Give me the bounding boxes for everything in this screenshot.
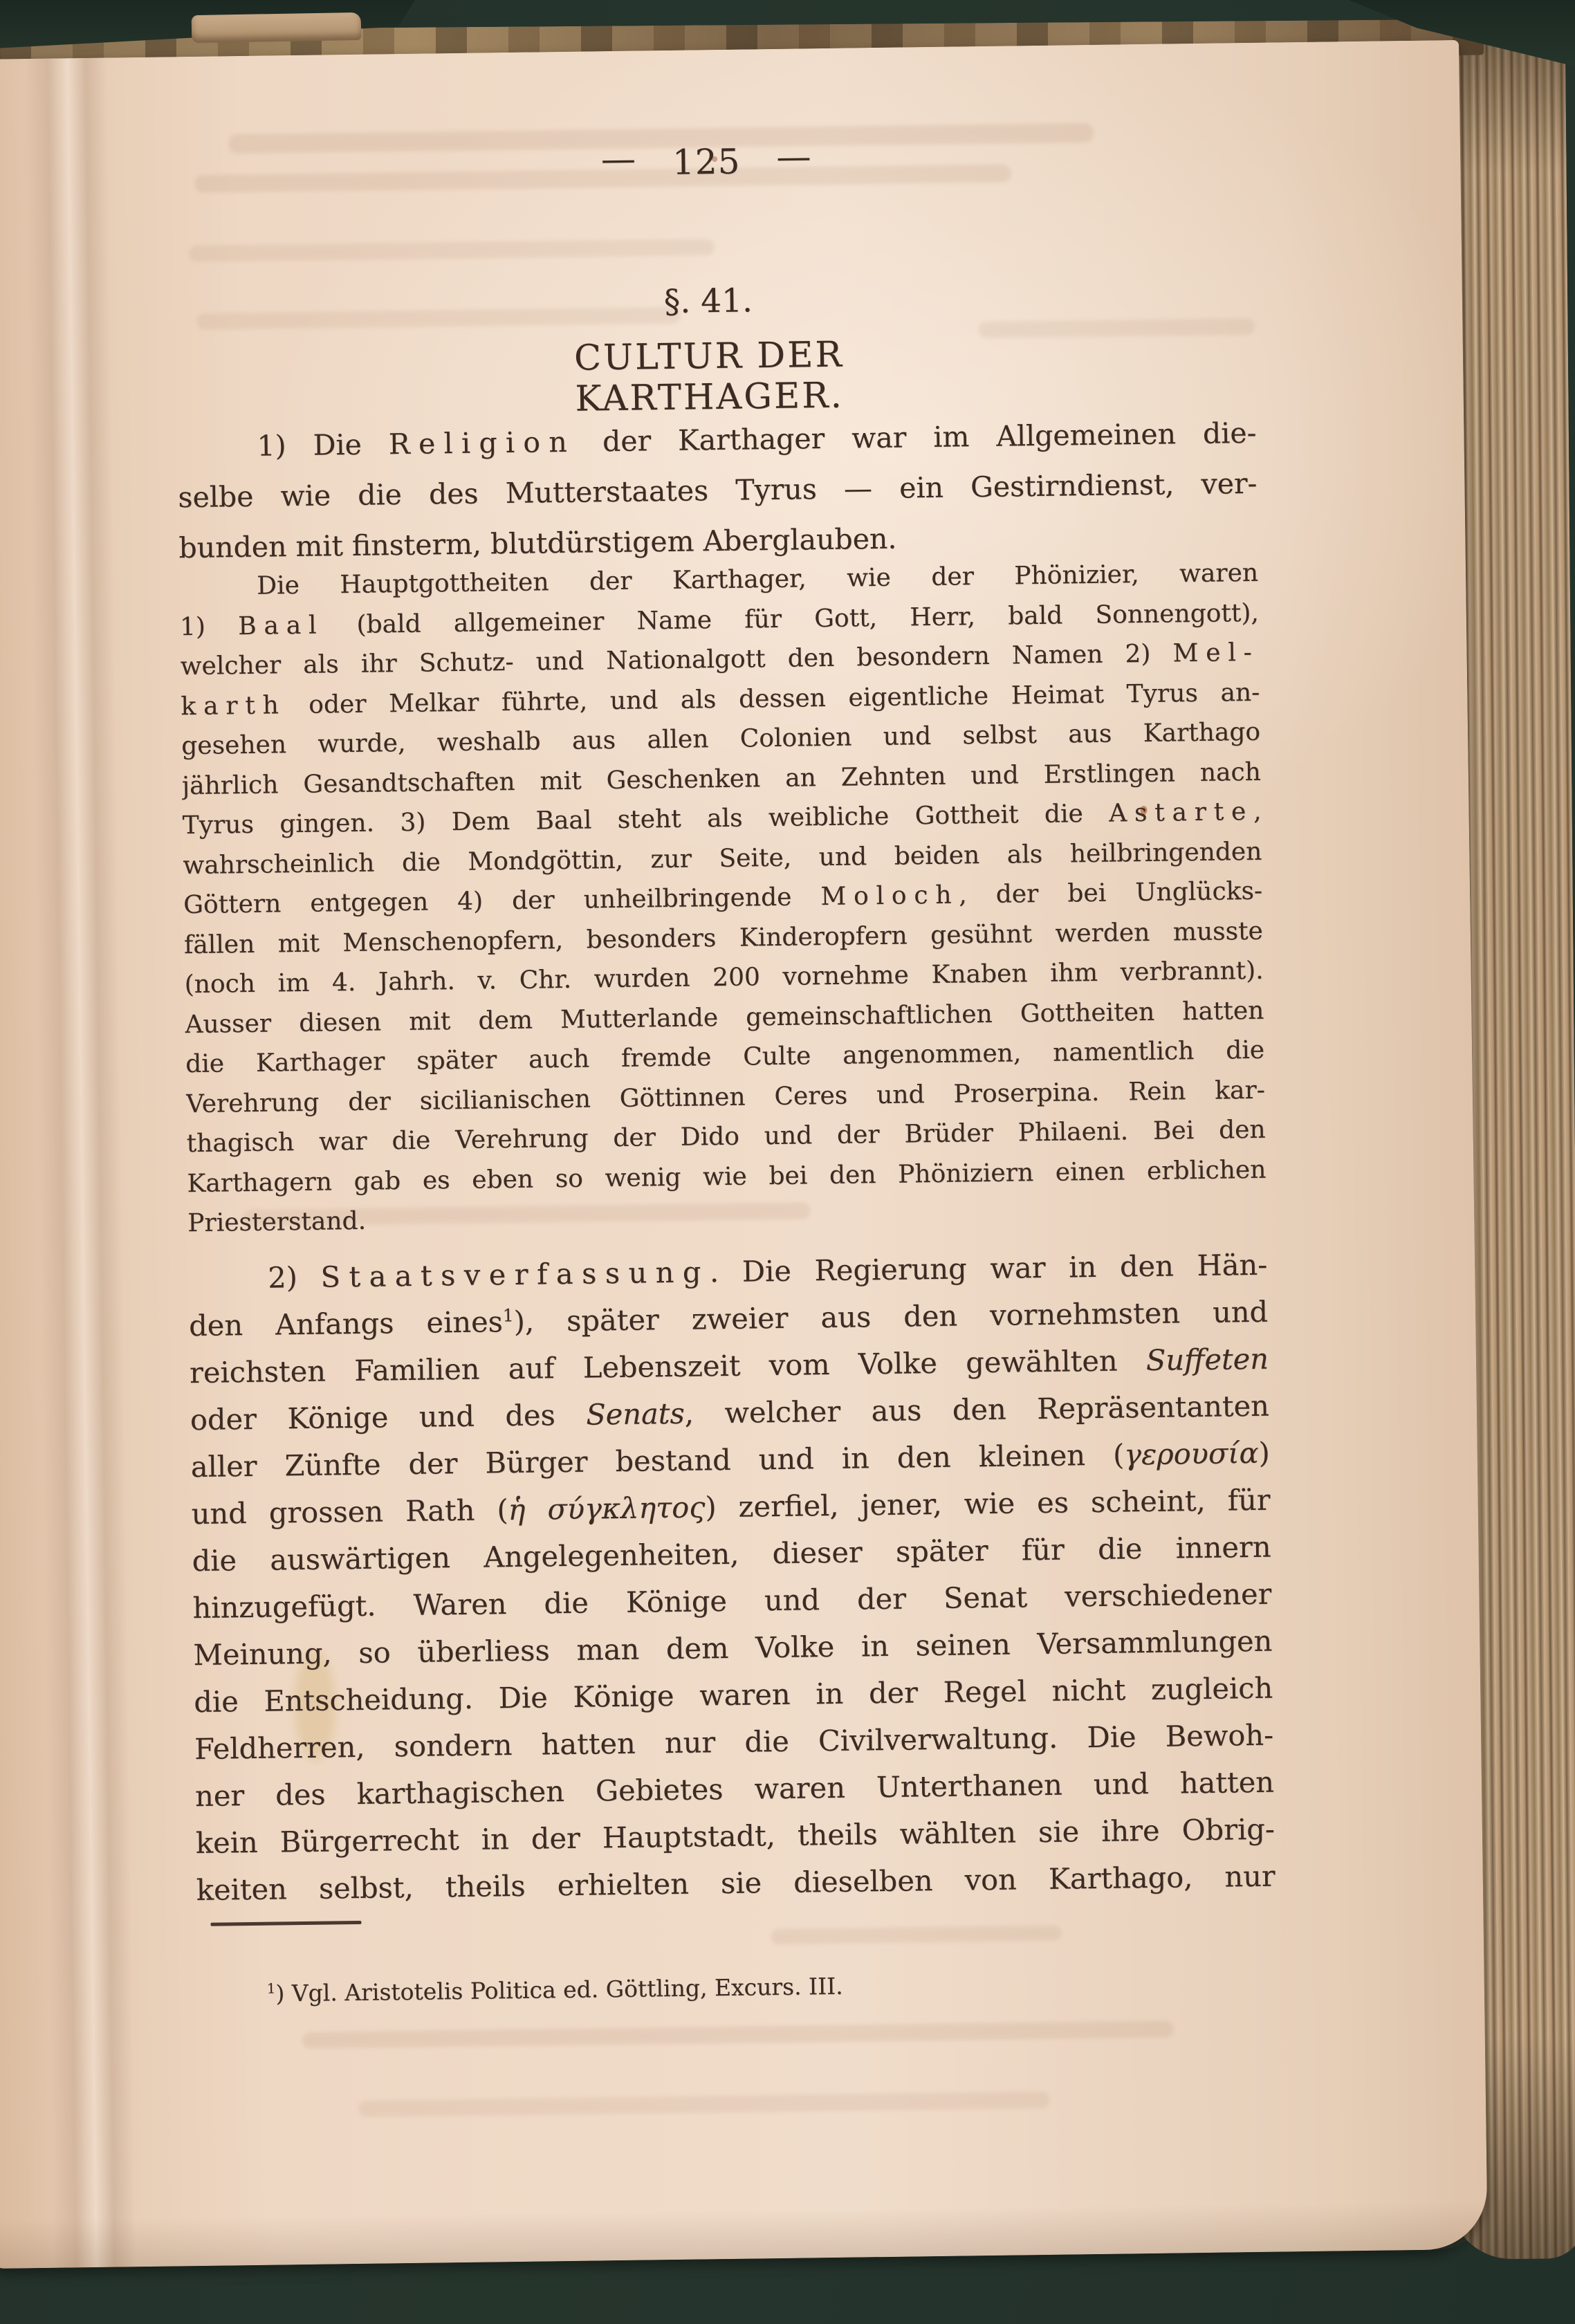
- text-segment: Tyrus gingen. 3) Dem Baal steht als weibliche Gottheit die: [182, 799, 1109, 840]
- text-segment: oder Könige und des: [190, 1397, 587, 1437]
- bleed-smudge: [771, 1926, 1062, 1944]
- text-segment: Astarte: [1108, 797, 1254, 828]
- section-number-heading: §. 41.: [663, 282, 753, 322]
- footnote-rule: [210, 1921, 361, 1926]
- body-paragraph-gods: [179, 553, 1267, 1244]
- chapter-title: CULTUR DER KARTHAGER.: [573, 334, 845, 420]
- text-segment: Karthagern gab es eben so wenig wie bei den Phöniziern einen erblichen: [187, 1155, 1267, 1198]
- text-segment: ἡ σύγκλητος: [508, 1490, 706, 1527]
- text-segment: Senats: [585, 1396, 685, 1432]
- text-segment: ) Vgl. Aristotelis Politica ed. Göttling, Excurs. III.: [275, 1972, 843, 2007]
- text-segment: thagisch war die Verehrung der Dido und der Brüder Philaeni. Bei den: [186, 1115, 1266, 1159]
- footnote-marker: 1: [266, 1980, 276, 1997]
- text-segment: 1) Die: [257, 427, 389, 463]
- text-segment: Feldherren, sondern hatten nur die Civilverwaltung. Die Bewoh-: [194, 1717, 1274, 1767]
- text-segment: Meinung, so überliess man dem Volke in seinen Versammlungen: [193, 1623, 1273, 1672]
- text-segment: gesehen wurde, weshalb aus allen Colonien und selbst aus Karthago: [181, 717, 1261, 761]
- text-segment: Mel-: [1172, 638, 1260, 668]
- footnote-marker: 1: [502, 1305, 514, 1326]
- text-segment: und grossen Rath (: [191, 1493, 508, 1531]
- text-line: [198, 1964, 1277, 2011]
- text-segment: , welcher aus den Repräsentanten: [684, 1388, 1270, 1430]
- text-segment: welcher als ihr Schutz- und Nationalgott den besondern Namen 2): [180, 639, 1173, 681]
- text-segment: die Entscheidung. Die Könige waren in der Regel nicht zugleich: [193, 1670, 1273, 1719]
- text-segment: bunden mit finsterm, blutdürstigem Aberglauben.: [178, 522, 897, 565]
- text-segment: 1): [179, 611, 239, 641]
- text-segment: hinzugefügt. Waren die Könige und der Senat verschiedener: [192, 1576, 1272, 1625]
- text-segment: oder Melkar führte, und als dessen eigentliche Heimat Tyrus an-: [286, 678, 1260, 719]
- bleed-smudge: [358, 2092, 1050, 2117]
- text-segment: ) zerfiel, jener, wie es scheint, für: [705, 1482, 1271, 1524]
- text-segment: ), später zweier aus den vornehmsten und: [513, 1294, 1269, 1338]
- text-segment: Suffeten: [1145, 1341, 1269, 1378]
- text-segment: die auswärtigen Angelegenheiten, dieser später für die innern: [192, 1529, 1271, 1578]
- footnote: [198, 1964, 1277, 2011]
- text-segment: jährlich Gesandtschaften mit Geschenken an Zehnten und Erstlingen nach: [181, 757, 1262, 800]
- text-segment: (noch im 4. Jahrh. v. Chr. wurden 200 vornehme Knaben ihm verbrannt).: [184, 956, 1264, 999]
- text-segment: keiten selbst, theils erhielten sie dieselben von Karthago, nur: [196, 1859, 1276, 1908]
- text-segment: ner des karthagischen Gebietes waren Unterthanen und hatten: [194, 1764, 1275, 1814]
- text-segment: die Karthager später auch fremde Culte angenommen, namentlich die: [185, 1035, 1265, 1079]
- text-segment: Baal: [237, 610, 324, 640]
- text-segment: ): [1258, 1435, 1271, 1470]
- bleed-smudge: [189, 239, 715, 262]
- book-page: [0, 40, 1488, 2269]
- bleed-smudge: [978, 318, 1255, 338]
- text-segment: . Die Regierung war in den Hän-: [709, 1247, 1268, 1289]
- text-segment: karth: [181, 690, 286, 721]
- text-segment: Göttern entgegen 4) der unheilbringende: [183, 883, 821, 920]
- text-segment: aller Zünfte der Bürger bestand und in den kleinen (: [190, 1437, 1125, 1484]
- text-segment: ,: [1253, 797, 1262, 826]
- bleed-smudge: [302, 2021, 1174, 2049]
- text-segment: kein Bürgerrecht in der Hauptstadt, theils wählten sie ihre Obrig-: [195, 1811, 1275, 1861]
- torn-paper-fragment: [192, 12, 362, 43]
- text-segment: den Anfangs eines: [188, 1304, 504, 1343]
- text-segment: Ausser diesen mit dem Mutterlande gemeinschaftlichen Gottheiten hatten: [185, 996, 1264, 1039]
- text-segment: Priesterstand.: [187, 1206, 367, 1238]
- page-number-dash-left: —: [600, 138, 637, 180]
- text-segment: 2): [267, 1260, 321, 1295]
- page-number: 125: [672, 141, 741, 183]
- page-number-dash-right: —: [775, 136, 812, 177]
- text-segment: Staatsverfassung: [320, 1255, 710, 1294]
- text-segment: Die Hauptgottheiten der Karthager, wie der Phönizier, waren: [256, 558, 1259, 600]
- page-crease: [24, 58, 136, 2268]
- text-segment: Verehrung der sicilianischen Göttinnen Ceres und Proserpina. Rein kar-: [185, 1076, 1266, 1118]
- text-segment: selbe wie die des Mutterstaates Tyrus — ein Gestirndienst, ver-: [178, 466, 1258, 515]
- text-segment: , der bei Unglücks-: [959, 876, 1263, 910]
- text-segment: (bald allgemeiner Name für Gott, Herr, bald Sonnengott),: [323, 598, 1260, 639]
- text-segment: wahrscheinlich die Mondgöttin, zur Seite, und beiden als heilbringenden: [183, 837, 1262, 880]
- body-paragraph-religion: [177, 408, 1258, 573]
- body-paragraph-staatsverfassung: [188, 1242, 1275, 1914]
- text-segment: Religion: [388, 425, 576, 461]
- text-segment: γερουσία: [1123, 1435, 1259, 1472]
- page-header: [464, 136, 949, 185]
- text-segment: fällen mit Menschenopfern, besonders Kinderopfern gesühnt werden musste: [183, 916, 1264, 959]
- text-segment: der Karthager war im Allgemeinen die-: [575, 416, 1257, 459]
- text-segment: reichsten Familien auf Lebenszeit vom Volke gewählten: [189, 1343, 1147, 1390]
- text-segment: Moloch: [820, 880, 959, 912]
